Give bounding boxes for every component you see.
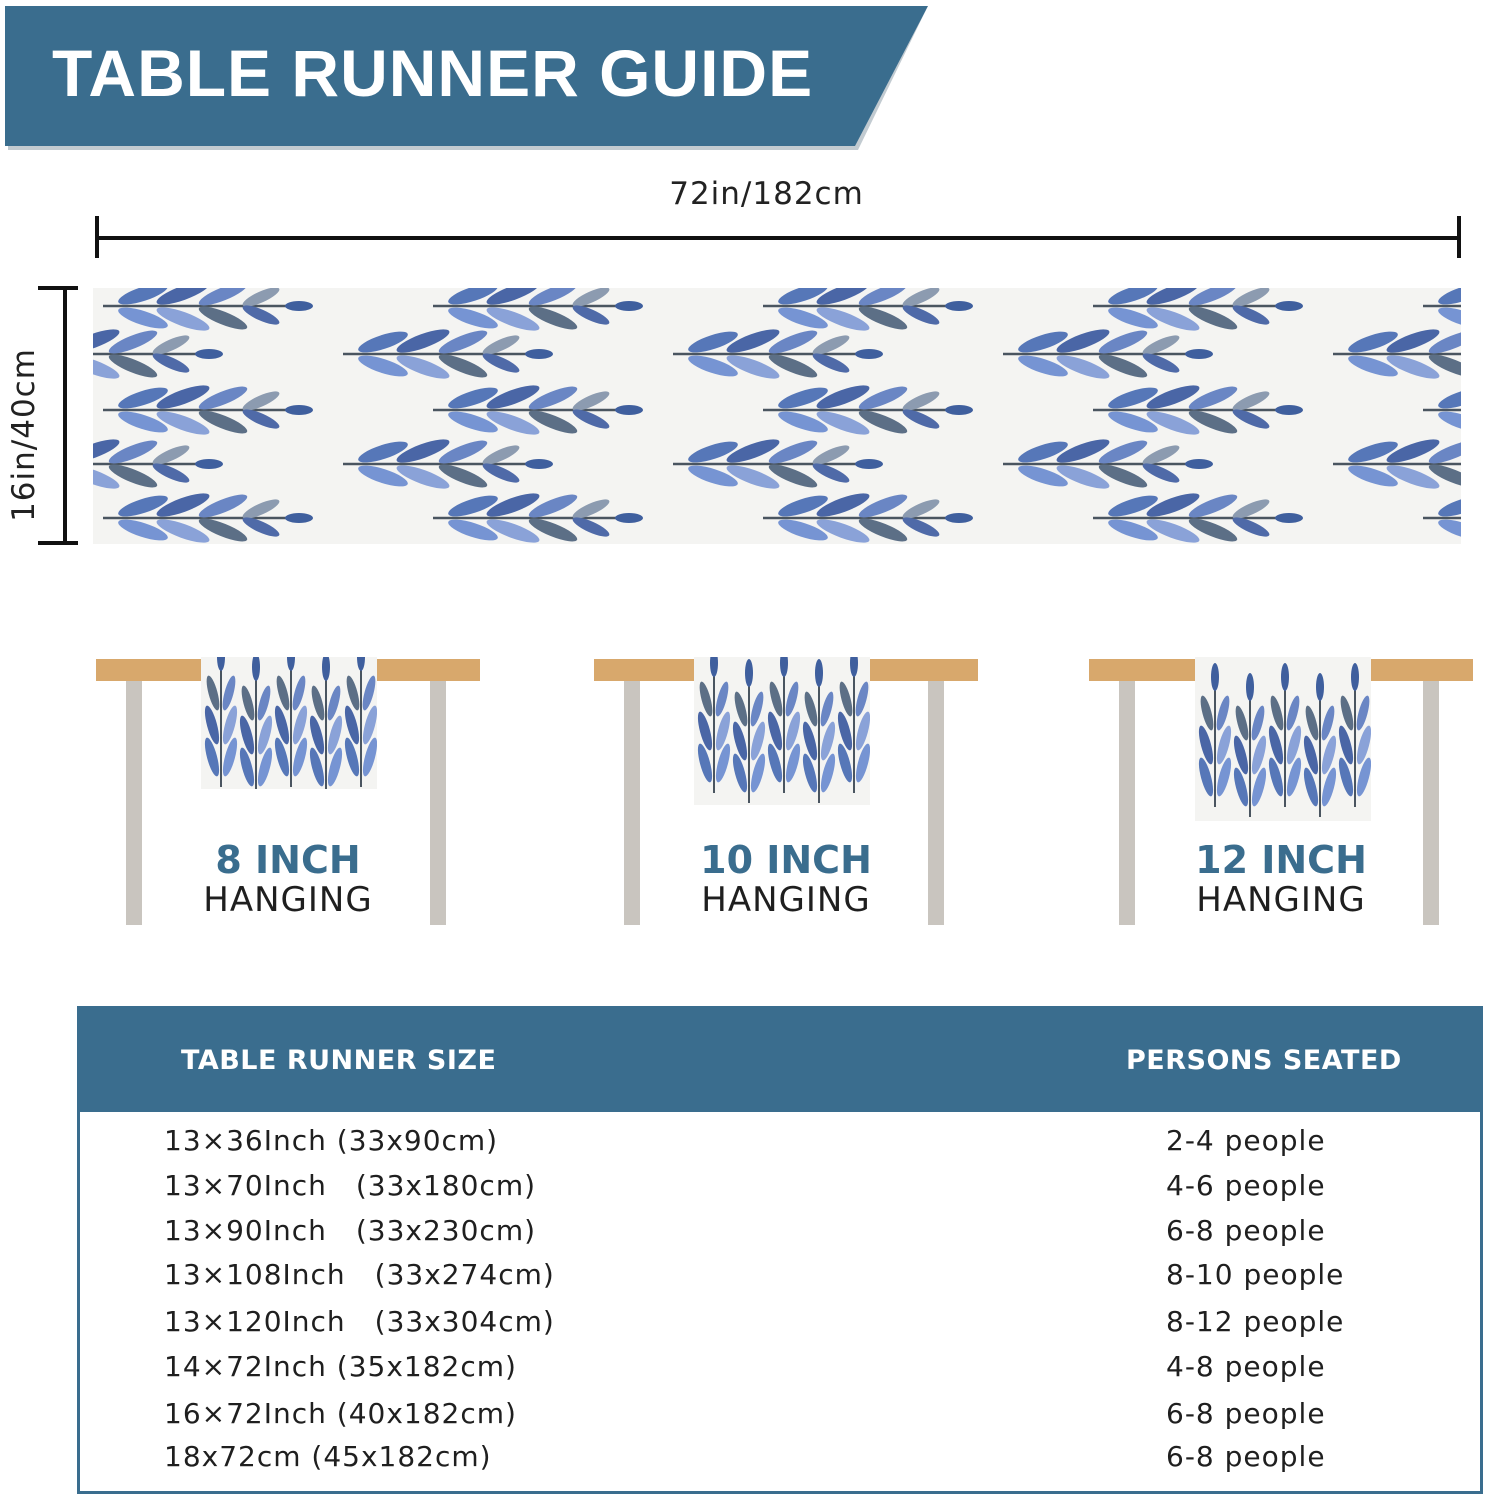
table-row bbox=[80, 1347, 1480, 1387]
persons-cell: 8-10 people bbox=[1166, 1258, 1345, 1291]
persons-cell: 2-4 people bbox=[1166, 1124, 1326, 1157]
hanging-word-label: HANGING bbox=[203, 880, 373, 920]
table-row bbox=[80, 1121, 1480, 1161]
hanging-option-8 bbox=[96, 657, 480, 927]
header-persons-seated: PERSONS SEATED bbox=[1126, 1045, 1402, 1076]
width-dimension-tick-right bbox=[1457, 216, 1461, 258]
table-row bbox=[80, 1255, 1480, 1295]
table-runner-image bbox=[93, 288, 1461, 544]
table-row bbox=[80, 1166, 1480, 1206]
table-row bbox=[80, 1394, 1480, 1434]
table-row bbox=[80, 1211, 1480, 1251]
persons-cell: 4-6 people bbox=[1166, 1169, 1326, 1202]
persons-cell: 6-8 people bbox=[1166, 1440, 1326, 1473]
runner-size-cell: 13×90Inch (33x230cm) bbox=[164, 1214, 537, 1247]
height-dimension-tick-bottom bbox=[38, 541, 78, 545]
table-row bbox=[80, 1302, 1480, 1342]
runner-size-cell: 13×120Inch (33x304cm) bbox=[164, 1305, 555, 1338]
height-dimension-label: 16in/40cm bbox=[6, 348, 42, 522]
hanging-runner-image bbox=[201, 657, 377, 789]
width-dimension-tick-left bbox=[95, 216, 99, 258]
height-dimension-tick-top bbox=[38, 286, 78, 290]
table-row bbox=[80, 1437, 1480, 1477]
hanging-option-12 bbox=[1089, 657, 1473, 927]
size-table bbox=[77, 1006, 1483, 1494]
runner-size-cell: 18x72cm (45x182cm) bbox=[164, 1440, 492, 1473]
width-dimension-label: 72in/182cm bbox=[669, 176, 864, 212]
hanging-word-label: HANGING bbox=[701, 880, 871, 920]
runner-size-cell: 14×72Inch (35x182cm) bbox=[164, 1350, 517, 1383]
hanging-size-label: 8 INCH bbox=[215, 838, 361, 882]
persons-cell: 8-12 people bbox=[1166, 1305, 1345, 1338]
persons-cell: 6-8 people bbox=[1166, 1214, 1326, 1247]
height-dimension bbox=[0, 348, 60, 522]
size-table-header bbox=[80, 1009, 1480, 1112]
runner-size-cell: 16×72Inch (40x182cm) bbox=[164, 1397, 517, 1430]
header-runner-size: TABLE RUNNER SIZE bbox=[181, 1045, 497, 1076]
hanging-word-label: HANGING bbox=[1196, 880, 1366, 920]
hanging-size-label: 12 INCH bbox=[1195, 838, 1367, 882]
page-title: TABLE RUNNER GUIDE bbox=[52, 36, 814, 110]
hanging-runner-image bbox=[1195, 657, 1371, 821]
runner-size-cell: 13×108Inch (33x274cm) bbox=[164, 1258, 555, 1291]
persons-cell: 4-8 people bbox=[1166, 1350, 1326, 1383]
runner-size-cell: 13×36Inch (33x90cm) bbox=[164, 1124, 499, 1157]
persons-cell: 6-8 people bbox=[1166, 1397, 1326, 1430]
width-dimension-line bbox=[97, 236, 1461, 240]
hanging-option-10 bbox=[594, 657, 978, 927]
runner-size-cell: 13×70Inch (33x180cm) bbox=[164, 1169, 537, 1202]
title-banner bbox=[0, 0, 930, 150]
hanging-runner-image bbox=[694, 657, 870, 805]
hanging-size-label: 10 INCH bbox=[700, 838, 872, 882]
height-dimension-line bbox=[63, 288, 67, 544]
